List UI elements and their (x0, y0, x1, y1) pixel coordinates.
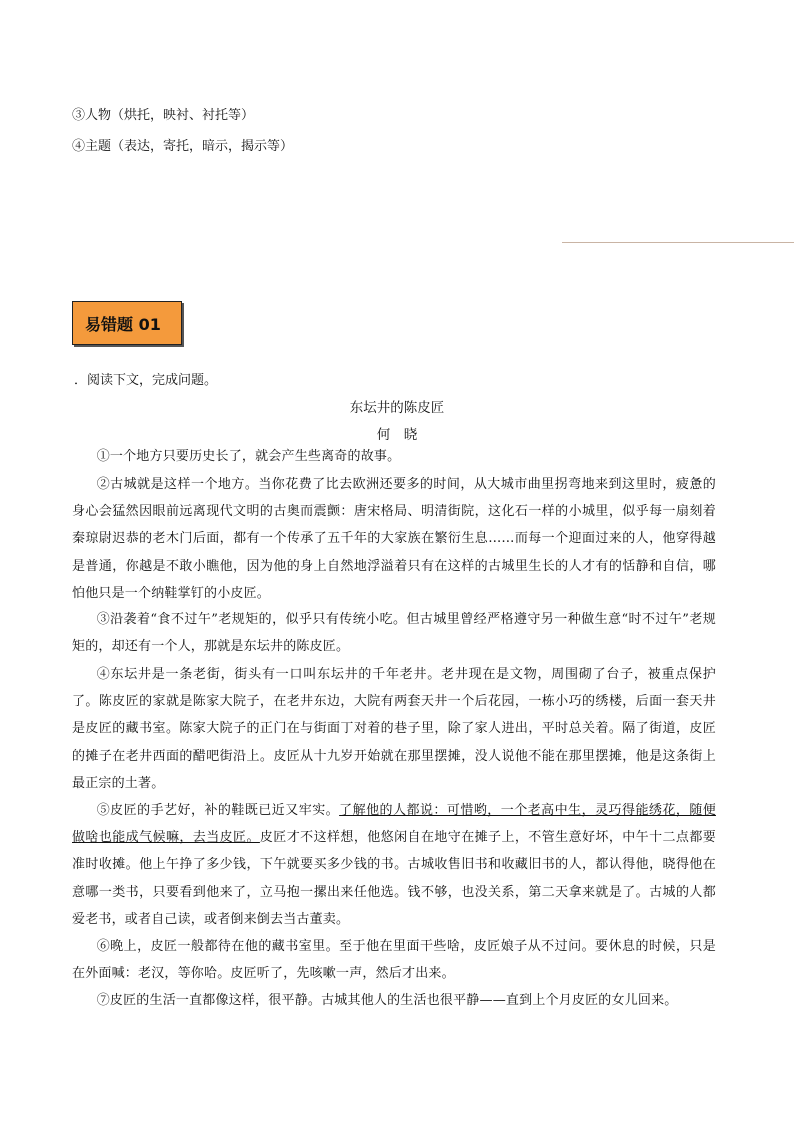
paragraph-1 (72, 443, 716, 470)
divider-line (562, 242, 794, 243)
paragraph-7 (72, 987, 716, 1014)
paragraph-5 (72, 797, 716, 933)
list-item-theme: ④主题（表达，寄托，暗示，揭示等） (72, 139, 294, 154)
underlined-sentence: 了解他的人都说：可惜哟，一个老高中生，灵巧得能绣花，随便做啥也能成气候嘛，去当皮匠。 (72, 803, 716, 846)
question-instruction: ．阅读下文，完成问题。 (74, 373, 218, 388)
paragraph-6 (72, 933, 716, 987)
paragraph-text: ③沿袭着“食不过午”老规矩的，似乎只有传统小吃。但古城里曾经严格遵守另一种做生意“时不过午”老规矩的，却还有一个人，那就是东坛井的陈皮匠。 (72, 612, 716, 655)
paragraph-3 (72, 606, 716, 660)
article-title: 东坛井的陈皮匠 (349, 400, 445, 416)
paragraph-text: ⑥晚上，皮匠一般都待在他的藏书室里。至于他在里面干些啥，皮匠娘子从不过问。要休息的时候，只是在外面喊：老汉，等你哈。皮匠听了，先咳嗽一声，然后才出来。 (72, 939, 716, 982)
paragraph-text: ⑦皮匠的生活一直都像这样，很平静。古城其他人的生活也很平静——直到上个月皮匠的女儿回来。 (96, 993, 678, 1008)
article-author: 何 晓 (376, 427, 418, 443)
paragraph-text: ②古城就是这样一个地方。当你花费了比去欧洲还要多的时间，从大城市曲里拐弯地来到这里时，疲惫的身心会猛然因眼前远离现代文明的古奥而震颤：唐宋格局、明清街院，这化石一样的小城里，似乎每一扇刻着秦琼尉迟恭的老木门后面，都有一个传承了五千年的大家族在繁衍生息……而每一个迎面过来的人，他穿得越是普通，你越是不敢小瞧他，因为他的身上自然地浮溢着只有在这样的古城里生长的人才有的恬静和自信，哪怕他只是一个纳鞋掌钉的小皮匠。 (72, 477, 716, 601)
paragraph-4 (72, 661, 716, 797)
section-badge (72, 301, 182, 345)
paragraph-text: ④东坛井是一条老街，街头有一口叫东坛井的千年老井。老井现在是文物，周围砌了台子，被重点保护了。陈皮匠的家就是陈家大院子，在老井东边，大院有两套天井一个后花园，一栋小巧的绣楼，后面一套天井是皮匠的藏书室。陈家大院子的正门在与街面丁对着的巷子里，除了家人进出，平时总关着。隔了街道，皮匠的摊子在老井西面的醋吧街沿上。皮匠从十九岁开始就在那里摆摊，没人说他不能在那里摆摊，他是这条街上最正宗的土著。 (72, 667, 716, 791)
paragraph-text: ⑤皮匠的手艺好，补的鞋既已近又牢实。 (96, 803, 340, 818)
paragraph-text: ①一个地方只要历史长了，就会产生些离奇的故事。 (96, 449, 401, 464)
paragraph-2 (72, 471, 716, 607)
section-badge-label: 易错题 01 (85, 314, 161, 334)
list-item-character: ③人物（烘托，映衬、衬托等） (72, 108, 255, 123)
paragraph-text: 皮匠才不这样想，他悠闲自在地守在摊子上，不管生意好坏，中午十二点都要准时收摊。他上午挣了多少钱，下午就要买多少钱的书。古城收售旧书和收藏旧书的人，都认得他，晓得他在意哪一类书，只要看到他来了，立马抱一摞出来任他选。钱不够，也没关系，第二天拿来就是了。古城的人都爱老书，或者自己读，或者倒来倒去当古董卖。 (72, 830, 716, 927)
